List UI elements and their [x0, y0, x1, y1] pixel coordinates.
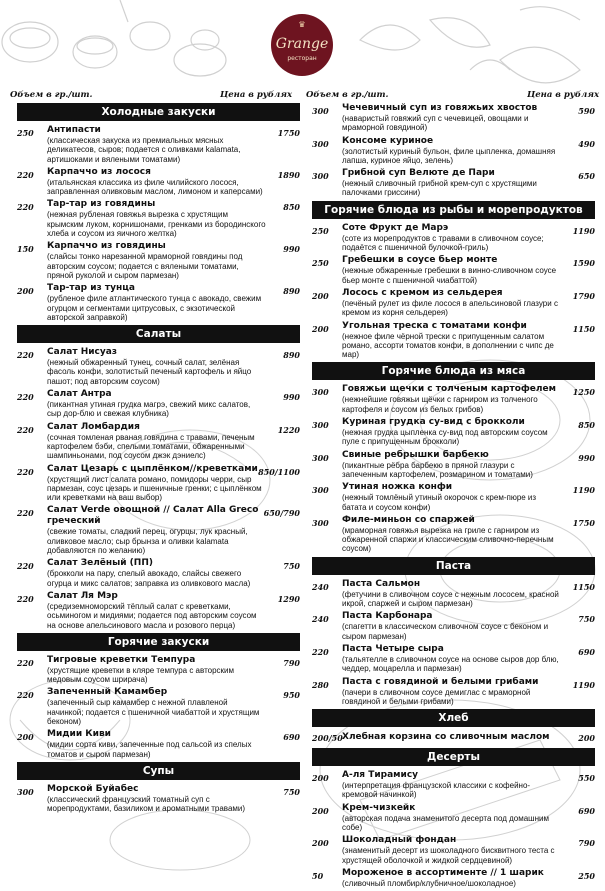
- menu-header: [0, 0, 605, 96]
- item-price: 1750: [572, 517, 595, 528]
- section-hot-starters: [17, 633, 300, 759]
- item-price: 1220: [277, 424, 300, 435]
- menu-item: [312, 835, 595, 865]
- item-weight: 200: [312, 290, 329, 301]
- item-name: Мороженое в ассортименте // 1 шарик: [342, 867, 544, 878]
- item-weight: 240: [312, 581, 329, 592]
- right-column: [312, 103, 595, 891]
- item-price: 750: [283, 786, 300, 797]
- item-price: 250: [578, 870, 595, 881]
- item-price: 850: [283, 202, 300, 213]
- item-name: Шоколадный фондан: [342, 835, 457, 846]
- item-name: Запеченный Камамбер: [47, 687, 168, 698]
- item-name: Карпаччо из говядины: [47, 241, 166, 252]
- item-description: (наваристый говяжий суп с чечевицей, овощами и мраморной говядиной): [342, 114, 529, 133]
- menu-item: [17, 558, 300, 588]
- item-weight: 200: [17, 732, 34, 743]
- item-weight: 200: [312, 323, 329, 334]
- menu-item: [312, 868, 595, 888]
- item-weight: 220: [17, 561, 34, 572]
- section-fish: [312, 201, 595, 360]
- item-name: Хлебная корзина со сливочным маслом: [342, 732, 550, 743]
- item-weight: 220: [17, 690, 34, 701]
- item-weight: 220: [17, 202, 34, 213]
- menu-item: [17, 505, 300, 555]
- section-title: Горячие закуски: [17, 633, 300, 651]
- item-name: Чечевичный суп из говяжьих хвостов: [342, 103, 538, 113]
- item-price: 990: [578, 452, 595, 463]
- item-weight: 220: [17, 350, 34, 361]
- item-description: (тальятелле в сливочном соусе на основе сыров дор блю, чеддер, моцарелла и пармезан): [342, 654, 559, 674]
- item-description: (нежный обжаренный тунец, сочный салат, зелёная фасоль конфи, золотистый печеный картофель и яйцо пашот; под авторским соусом): [47, 358, 252, 386]
- item-name: Свиные ребрышки барбекю: [342, 449, 489, 460]
- item-weight: 280: [312, 679, 329, 690]
- menu-item: [17, 422, 300, 461]
- item-price: 750: [578, 614, 595, 625]
- section-soups: [17, 762, 300, 814]
- item-description: (классическая закуска из премиальных мясных деликатесов, сыров; подается с оливками kalamata, артишоками и вялеными томатами): [47, 136, 241, 164]
- menu-item-bread: [312, 731, 595, 745]
- left-column: [17, 103, 300, 816]
- item-price: 690: [578, 646, 595, 657]
- section-cold-starters: [17, 103, 300, 322]
- item-weight: 200: [312, 838, 329, 849]
- item-description: (нежное филе чёрной трески с припущенным салатом романо, ассорти томатов конфи, в дополнении с чипс де мар): [342, 331, 554, 360]
- item-description: (хрустящий лист салата романо, помидоры черри, сыр пармезан, соус цезарь и пшеничные гренки; с цыплёнком или креветками на ваш выбор): [47, 474, 262, 503]
- item-name: Паста Четыре сыра: [342, 643, 444, 654]
- item-description: (спагетти в классическом сливочном соусе с беконом и сыром пармезан): [342, 622, 549, 641]
- menu-item: [17, 125, 300, 164]
- menu-item: [17, 199, 300, 238]
- item-price: 650: [578, 171, 595, 182]
- section-title: Холодные закуски: [17, 103, 300, 121]
- item-weight: 50: [312, 870, 324, 881]
- item-description: (нежная рубленая говяжья вырезка с хрустящим крымским луком, корнишонами, гренками из бородинского хлеба и соусом из яичного желтка): [47, 210, 266, 239]
- section-title: Десерты: [312, 748, 595, 766]
- item-weight: 200: [17, 286, 34, 297]
- section-title: Супы: [17, 762, 300, 780]
- item-weight: 300: [312, 420, 329, 431]
- menu-item: [17, 687, 300, 726]
- item-weight: 150: [17, 244, 34, 255]
- item-name: Салат Verde овощной // Салат Alla Greco греческий: [47, 505, 259, 527]
- item-price: 1290: [277, 593, 300, 604]
- section-salads: [17, 325, 300, 630]
- item-name: Утиная ножка конфи: [342, 482, 453, 493]
- item-description: (нежные обжаренные гребешки в винно-сливочном соусе бьер монте с пшеничной чиабаттой): [342, 266, 557, 285]
- item-weight: 220: [17, 169, 34, 180]
- item-description: (интерпретация французской классики с кофейно-кремовой начинкой): [342, 781, 531, 800]
- menu-item: [17, 167, 300, 197]
- item-name: Салат Зелёный (ПП): [47, 558, 153, 569]
- item-name: Карпаччо из лосося: [47, 166, 151, 177]
- item-description: (запеченный сыр камамбер с нежной плавленой начинкой; подается с пшеничной чиабаттой и хрустящим беконом): [47, 698, 260, 726]
- item-description: (свежие томаты, сладкий перец, огурцы, лук красный, оливковое масло; сыр брынза и оливки kalamata добавляются по желанию): [47, 527, 248, 556]
- left-price-header: Цена в рублях: [220, 90, 293, 100]
- item-price: 1790: [572, 290, 595, 301]
- item-description: (золотистый куриный бульон, филе цыпленка, домашняя лапша, куриное яйцо, зелень): [342, 146, 556, 165]
- section-title: Хлеб: [312, 709, 595, 727]
- item-description: (печёный рулет из филе лосося в апельсиновой глазури с кремом из корня сельдерея): [342, 298, 558, 318]
- item-price: 490: [578, 138, 595, 149]
- item-name: Угольная треска с томатами конфи: [342, 320, 527, 331]
- item-price: 1190: [572, 225, 595, 236]
- item-price: 550: [578, 773, 595, 784]
- item-price: 850: [578, 420, 595, 431]
- section-bread: [312, 709, 595, 745]
- item-weight: 220: [17, 466, 34, 477]
- item-description: (брокколи на пару, спелый авокадо, слайсы свежего огурца и микс салатов; заправка из оливкового масла): [47, 569, 251, 588]
- item-name: Паста Сальмон: [342, 578, 421, 589]
- item-name: Филе-миньон со спаржей: [342, 514, 475, 525]
- item-description: (фетучини в сливочном соусе с нежным лососем, красной икрой, спаржей и сыром пармезан): [342, 589, 559, 609]
- crown-icon: ♛: [298, 20, 306, 29]
- item-name: Лосось с кремом из сельдерея: [342, 287, 503, 298]
- menu-item: [17, 283, 300, 322]
- item-price: 1750: [277, 128, 300, 138]
- item-name: Куриная грудка су-вид с брокколи: [342, 417, 525, 428]
- menu-item: [312, 255, 595, 285]
- menu-item: [17, 591, 300, 630]
- right-weight-header: Объем в гр./шт.: [306, 90, 389, 100]
- item-name: Салат Ломбардия: [47, 421, 140, 432]
- item-weight: 300: [312, 452, 329, 463]
- item-price: 1590: [572, 258, 595, 269]
- item-description: (сливочный пломбир/клубничное/шоколадное): [342, 878, 516, 888]
- item-description: (хрустящие креветки в кляре темпура с авторским медовым соусом шрирача): [47, 665, 235, 685]
- item-price: 690: [578, 805, 595, 816]
- item-weight: 240: [312, 614, 329, 625]
- menu-item: [17, 241, 300, 280]
- item-weight: 300: [312, 517, 329, 528]
- item-description: (пачери в сливочном соусе демиглас с мраморной говядиной и белыми грибами): [342, 687, 531, 706]
- item-price: 1190: [572, 485, 595, 496]
- item-weight: 200: [312, 805, 329, 816]
- item-weight: 220: [312, 646, 329, 657]
- item-weight: 250: [312, 225, 329, 236]
- menu-item: [312, 384, 595, 414]
- item-name: А-ля Тирамису: [342, 770, 419, 781]
- menu-item: [312, 579, 595, 609]
- item-description: (нежнейшие говяжьи щёчки с гарниром из толченого картофеля и соусом из белых грибов): [342, 395, 538, 414]
- menu-item: [312, 103, 595, 133]
- item-weight: 300: [312, 485, 329, 496]
- item-weight: 220: [17, 424, 34, 435]
- menu-item: [312, 770, 595, 800]
- item-name: Соте Фрукт де Марэ: [342, 222, 449, 233]
- menu-item: [312, 611, 595, 641]
- item-weight: 220: [17, 593, 34, 604]
- item-weight: 300: [312, 106, 329, 116]
- item-weight: 300: [312, 171, 329, 182]
- section-meat: [312, 362, 595, 553]
- menu-item: [312, 417, 595, 447]
- item-price: 950: [283, 690, 300, 701]
- item-price: 850/1100: [258, 466, 300, 477]
- section-soups-continued: [312, 103, 595, 198]
- item-price: 1190: [572, 679, 595, 690]
- item-description: (слайсы тонко нарезанной мраморной говядины под авторским соусом; подается с вялеными томатами, пряной руколой и сыром пармезан): [47, 252, 243, 280]
- menu-item: [312, 168, 595, 198]
- item-description: (нежный томлёный утиный окорочок с крем-пюре из батата и соусом конфи): [342, 493, 537, 512]
- item-weight: 220: [17, 657, 34, 668]
- item-description: (итальянская классика из филе чилийского лосося, заправленная оливковым маслом, лимоном и каперсами): [47, 177, 263, 197]
- menu-item: [17, 347, 300, 386]
- item-description: (пикантная утиная грудка магрэ, свежий микс салатов, сыр дор-блю и свежая клубника): [47, 400, 251, 419]
- item-price: 790: [283, 657, 300, 668]
- item-price: 690: [283, 732, 300, 743]
- item-weight: 250: [17, 128, 34, 138]
- menu-item: [312, 515, 595, 554]
- item-name: Тар-тар из говядины: [47, 199, 156, 210]
- item-name: Салат Цезарь с цыплёнком//креветками: [47, 463, 258, 474]
- menu-item: [312, 288, 595, 318]
- item-description: (авторская подача знаменитого десерта под домашним собе): [342, 813, 549, 832]
- item-name: Антипасти: [47, 125, 101, 135]
- item-description: (соте из морепродуктов с травами в сливочном соусе; подаётся с пшеничной булочкой-гриль): [342, 233, 544, 253]
- menu-item: [17, 389, 300, 419]
- section-title: Горячие блюда из рыбы и морепродуктов: [312, 201, 595, 219]
- item-name: Консоме куриное: [342, 135, 434, 146]
- item-name: Мидии Киви: [47, 729, 111, 740]
- item-name: Салат Нисуаз: [47, 347, 118, 358]
- item-price: 1150: [572, 581, 595, 592]
- item-price: 590: [578, 106, 595, 116]
- section-pasta: [312, 557, 595, 706]
- item-description: (мраморная говяжья вырезка на гриле с гарниром из обжаренной спаржи и классическим сливочно-перечным соусом): [342, 525, 554, 554]
- item-price: 990: [283, 392, 300, 403]
- restaurant-logo: [271, 14, 333, 76]
- menu-item: [312, 482, 595, 512]
- item-description: (знаменитый десерт из шоколадного бисквитного теста с хрустящей оболочкой и жидкой сердцевиной): [342, 846, 555, 865]
- item-weight: 220: [17, 508, 34, 519]
- item-name: Морской Буйабес: [47, 783, 139, 794]
- item-description: (нежный сливочный грибной крем-суп с хрустящими палочками гриссини): [342, 179, 537, 198]
- menu-item: [17, 729, 300, 759]
- item-description: (классический французский томатный суп с морепродуктами, базиликом и ароматными травами): [47, 794, 246, 814]
- item-name: Паста Карбонара: [342, 611, 433, 622]
- item-weight: 220: [17, 392, 34, 403]
- item-name: Крем-чизкейк: [342, 802, 416, 813]
- item-name: Салат Ля Мэр: [47, 590, 118, 601]
- menu-item: [17, 655, 300, 685]
- section-title: Горячие блюда из мяса: [312, 362, 595, 380]
- item-name: Гребешки в соусе бьер монте: [342, 255, 498, 266]
- logo-name: Grange: [275, 36, 329, 52]
- item-price: 1150: [572, 323, 595, 334]
- item-description: (мидии сорта киви, запеченные под сальсой из спелых томатов и сыром пармезан): [47, 740, 252, 759]
- item-weight: 300: [312, 387, 329, 398]
- menu-item: [312, 136, 595, 166]
- menu-item: [312, 803, 595, 833]
- item-description: (нежная грудка цыпленка су-вид под авторским соусом пуле с припущенным брокколи): [342, 428, 548, 447]
- section-title: Паста: [312, 557, 595, 575]
- menu-item: [312, 321, 595, 360]
- item-name: Паста с говядиной и белыми грибами: [342, 676, 539, 687]
- item-weight: 250: [312, 258, 329, 269]
- item-price: 750: [283, 561, 300, 572]
- item-name: Говяжьи щечки с толченым картофелем: [342, 384, 556, 395]
- item-name: Тар-тар из тунца: [47, 283, 135, 294]
- item-weight: 300: [17, 786, 34, 797]
- item-price: 200: [578, 733, 595, 744]
- item-name: Тигровые креветки Темпура: [47, 654, 196, 665]
- menu-item: [17, 464, 300, 503]
- item-price: 1250: [572, 387, 595, 398]
- item-description: (средиземноморский тёплый салат с креветками, осьминогом и мидиями; подается под авторским соусом на основе апельсинового масла и розового перца): [47, 601, 257, 630]
- item-price: 890: [283, 286, 300, 297]
- item-price: 650/790: [263, 508, 300, 519]
- section-title: Салаты: [17, 325, 300, 343]
- right-price-header: Цена в рублях: [527, 90, 600, 100]
- section-desserts: [312, 748, 595, 888]
- item-price: 990: [283, 244, 300, 255]
- item-price: 890: [283, 350, 300, 361]
- menu-item: [312, 644, 595, 674]
- item-weight: 300: [312, 138, 329, 149]
- item-description: (рубленое филе атлантического тунца с авокадо, свежим огурцом и сегментами цитрусовых, с экзотической авторской заправкой): [47, 294, 262, 322]
- item-price: 790: [578, 838, 595, 849]
- menu-item: [312, 677, 595, 707]
- item-price: 1890: [277, 169, 300, 180]
- item-name: Грибной суп Велюте де Пари: [342, 168, 495, 179]
- left-weight-header: Объем в гр./шт.: [10, 90, 93, 100]
- menu-item: [312, 223, 595, 253]
- menu-item: [17, 784, 300, 814]
- item-weight: 200: [312, 773, 329, 784]
- item-description: (пикантные рёбра барбекю в пряной глазури с запеченным картофелем, розмарином и томатами): [342, 460, 533, 479]
- item-name: Салат Антра: [47, 389, 112, 400]
- logo-subtitle: ресторан: [287, 55, 317, 62]
- item-description: (сочная томленая рваная говядина с травами, печеным картофелем бэби, спелыми томатами, обжаренными шампиньонами, под соусом джэк дэниелс): [47, 432, 255, 461]
- item-weight: 200/50: [312, 733, 343, 744]
- menu-item: [312, 450, 595, 480]
